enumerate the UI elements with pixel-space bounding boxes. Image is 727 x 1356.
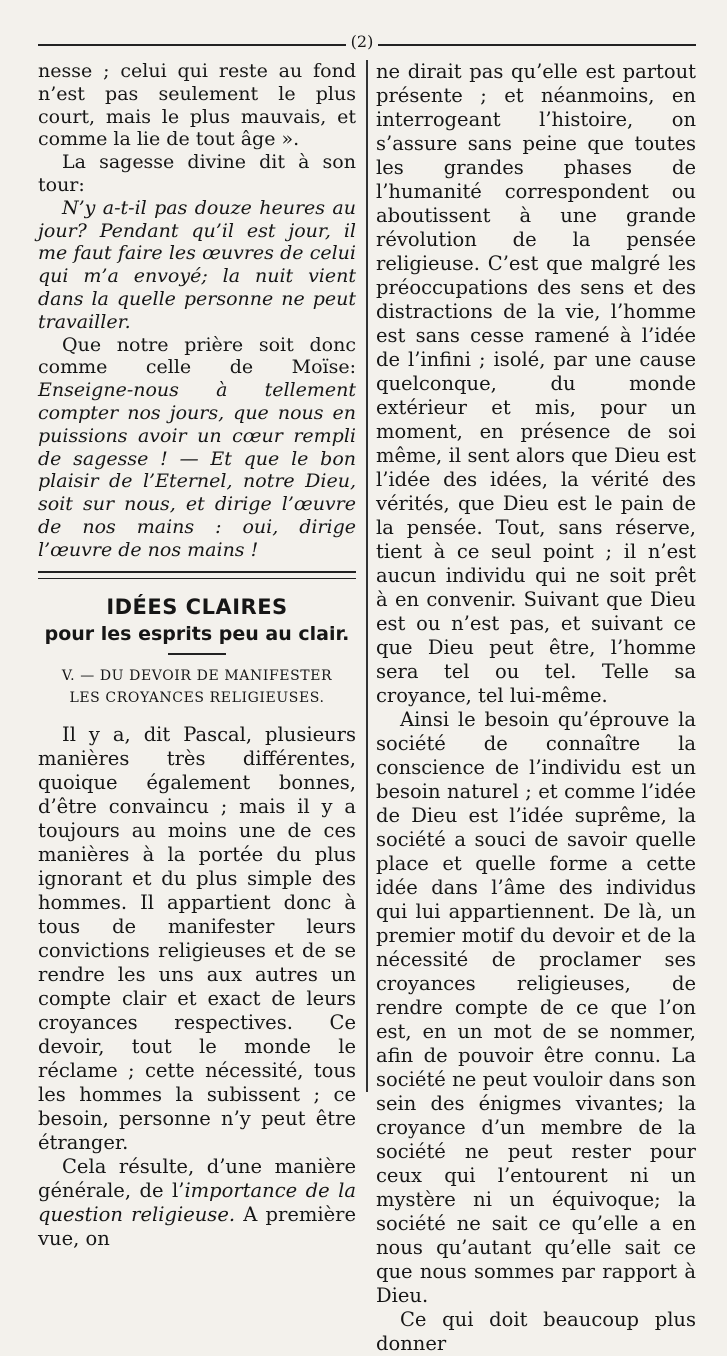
importance-intro: Cela résulte, d’une manière générale, de l’ <box>38 1154 356 1202</box>
headline-rule <box>168 653 226 655</box>
headline-title: IDÉES CLAIRES <box>106 594 288 619</box>
section-heading-line-2: LES CROYANCES RELIGIEUSES. <box>69 689 325 706</box>
importance-italic: importance de la question religieuse. <box>38 1178 356 1226</box>
header-rule-right <box>378 44 696 46</box>
paragraph-wisdom-intro: La sagesse divine dit à son tour: <box>38 151 356 196</box>
header-rule-left <box>38 44 346 46</box>
paragraph-wisdom-quote: N’y a-t-il pas douze heures au jour? Pendant qu’il est jour, il me faut faire les œuvres de celui qui m’a envoyé; la nuit vient dans la quelle personne ne peut travailler. <box>38 196 356 333</box>
importance-end: A première vue, on <box>38 1202 357 1250</box>
paragraph-importance <box>38 1155 356 1251</box>
paragraph-prayer <box>38 334 356 562</box>
section-divider <box>38 571 356 579</box>
paragraph-continued: nesse ; celui qui reste au fond n’est pas seulement le plus court, mais le plus mauvais, et comme la lie de tout âge ». <box>38 60 356 151</box>
headline-subtitle: pour les esprits peu au clair. <box>44 622 350 645</box>
left-column <box>38 60 356 1251</box>
page-number: (2) <box>350 32 374 51</box>
paragraph-continues: Ce qui doit beaucoup plus donner <box>376 1308 696 1355</box>
column-divider <box>366 60 368 1092</box>
paragraph-society: Ainsi le besoin qu’éprouve la société de connaître la conscience de l’individu est un besoin naturel ; et comme l’idée de Dieu est l’idée suprême, la société a souci de savoir quelle place et quelle forme a cette idée dans l’âme des individus qui lui appartiennent. De là, un premier motif du devoir et de la nécessité de proclamer ses croyances religieuses, de rendre compte de ce que l’on est, en un mot de se nommer, afin de pouvoir être connu. La société ne peut vouloir dans son sein des énigmes vivantes; la croyance d’un membre de la société ne peut rester pour ceux qui l’entourent ni un mystère ni un équivoque; la société ne sait ce qu’elle a en nous qu’autant qu’elle sait ce que nous sommes par rapport à Dieu. <box>376 708 696 1307</box>
right-column <box>376 60 696 1356</box>
prayer-quote: Enseigne-nous à tellement compter nos jours, que nous en puissions avoir un cœur rempli de sagesse ! — Et que le bon plaisir de l’Eternel, notre Dieu, soit sur nous, et dirige l’œuvre de nos mains : oui, dirige l’œuvre de nos mains ! <box>38 379 356 561</box>
paragraph-pascal: Il y a, dit Pascal, plusieurs manières très différentes, quoique également bonnes, d’être convaincu ; mais il y a toujours au moins une de ces manières à la portée du plus ignorant et du plus simple des hommes. Il appartient donc à tous de manifester leurs convictions religieuses et de se rendre les uns aux autres un compte clair et exact de leurs croyances respectives. Ce devoir, tout le monde le réclame ; cette nécessité, tous les hommes la subissent ; ce besoin, personne n’y peut être étranger. <box>38 722 356 1154</box>
section-heading <box>38 665 356 709</box>
section-heading-line-1: V. — DU DEVOIR DE MANIFESTER <box>61 667 333 684</box>
paragraph-history: ne dirait pas qu’elle est partout présente ; et néanmoins, en interrogeant l’histoire, on s’assure sans peine que toutes les grandes phases de l’humanité correspondent ou aboutissent à une grande révolution de la pensée religieuse. C’est que malgré les préoccupations des sens et des distractions de la vie, l’homme est sans cesse ramené à l’idée de l’infini ; isolé, par une cause quelconque, du monde extérieur et mis, pour un moment, en présence de soi même, il sent alors que Dieu est l’idée des idées, la vérité des vérités, que Dieu est le pain de la pensée. Tout, sans réserve, tient à ce seul point ; il n’est aucun individu qui ne soit prêt à en convenir. Suivant que Dieu est ou n’est pas, et suivant ce que Dieu peut être, l’homme sera tel ou tel. Telle sa croyance, tel lui-même. <box>376 60 696 707</box>
prayer-intro: Que notre prière soit donc comme celle de Moïse: <box>38 333 356 379</box>
